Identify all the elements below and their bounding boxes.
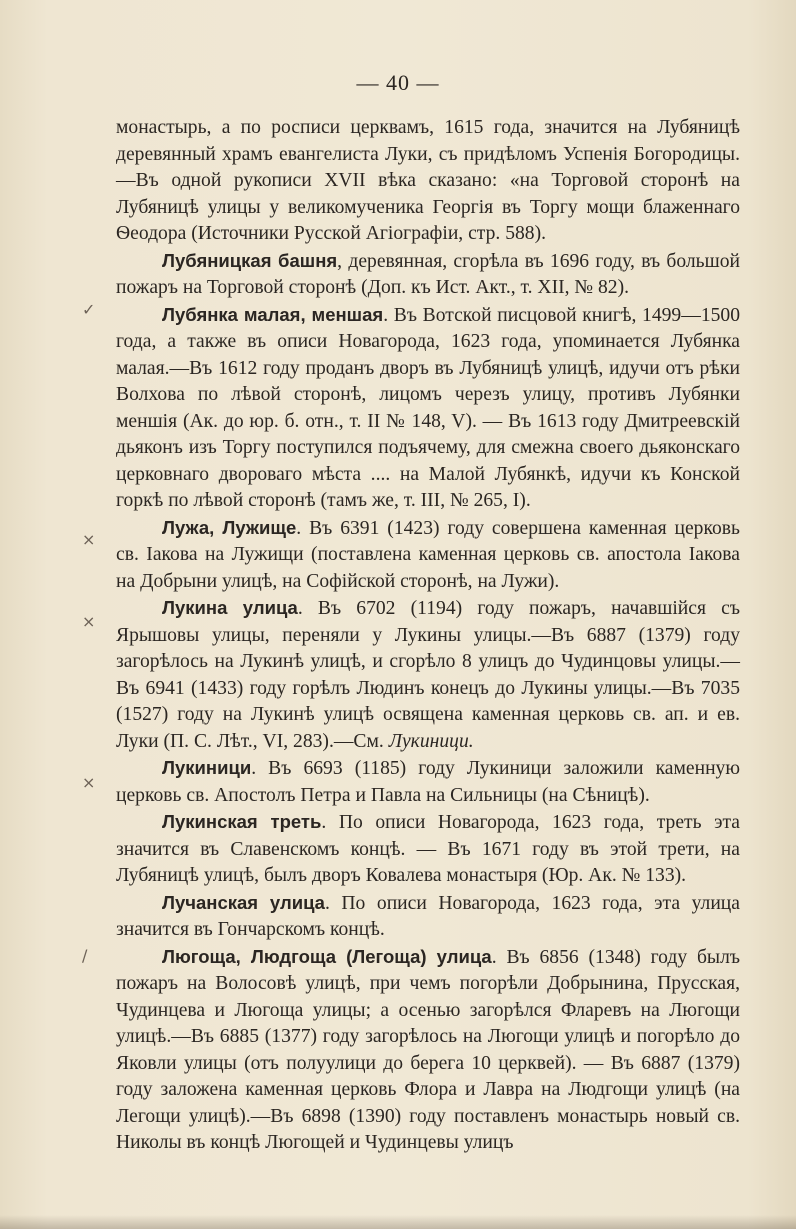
entry-text: . Въ 6856 (1348) году былъ пожаръ на Волосовѣ улицѣ, при чемъ погорѣли Добрынина, Прусская, Чудинцева и Люгоща улицы; а осенью загорѣлся Фларевъ на Люгощи улицѣ.—Въ 6885 (1377) году загорѣлось на Люгощи улицѣ и погорѣло до Яковли улицы (отъ полуулици до берега 10 церквей). — Въ 6887 (1379) году заложена каменная церковь Флора и Лавра на Людгощи улицѣ (на Легощи улицѣ).—Въ 6898 (1390) году поставленъ монастырь новый св. Николы въ концѣ Люгощей и Чудинцевы улицъ bbox=[116, 946, 740, 1153]
margin-mark: × bbox=[82, 773, 96, 792]
entry-heading: Лубянка малая, меншая bbox=[162, 303, 384, 325]
entry-text: . По описи Новагорода, 1623 года, эта улица значится въ Гончарскомъ концѣ. bbox=[116, 892, 740, 940]
paragraph bbox=[116, 890, 740, 944]
entry-text: . По описи Новагорода, 1623 года, треть эта значится въ Славенскомъ концѣ. — Въ 1671 году въ этой трети, на Лубяницѣ улицѣ, былъ дворъ Ковалева монастыря (Юр. Ак. № 133). bbox=[116, 812, 741, 886]
entry-heading: Лукинская треть bbox=[162, 811, 322, 832]
paragraph bbox=[116, 515, 740, 596]
entry-heading: Лукина улица bbox=[162, 597, 298, 618]
entry-text: . Въ 6693 (1185) году Лукиници заложили каменную церковь св. Апостолъ Петра и Павла на Сильницы (на Сѣницѣ). bbox=[116, 758, 740, 806]
entry-text: , деревянная, сгорѣла въ 1696 году, въ большой пожаръ на Торговой сторонѣ (Доп. къ Ист. Акт., т. XII, № 82). bbox=[116, 250, 740, 298]
paragraph bbox=[116, 114, 740, 248]
entry-text: монастырь, а по росписи церквамъ, 1615 года, значится на Лубяницѣ деревянный храмъ евангелиста Луки, съ придѣломъ Успенія Богородицы.—Въ одной рукописи XVII вѣка сказано: «на Торговой сторонѣ на Лубяницѣ улицы у великомученика Георгія въ Торгу мощи блаженнаго Ѳеодора (Источники Русской Агіографіи, стр. 588). bbox=[116, 117, 740, 244]
entry-text: . Въ 6391 (1423) году совершена каменная церковь св. Іакова на Лужищи (поставлена каменная церковь св. апостола Іакова на Добрыни улицѣ, на Софійской сторонѣ, на Лужи). bbox=[116, 517, 740, 592]
margin-mark: / bbox=[82, 946, 88, 965]
margin-mark: × bbox=[82, 530, 96, 549]
entry-heading: Лубяницкая башня bbox=[162, 249, 338, 271]
entry-text: . Въ Вотской писцовой книгѣ, 1499—1500 года, а также въ описи Новагорода, 1623 года, упоминается Лубянка малая.—Въ 1612 году проданъ дворъ въ Лубяницѣ улицѣ, идучи отъ рѣки Волхова по лѣвой сторонѣ, лицомъ черезъ улицу, противъ Лубянки меншія (Ак. до юр. б. отн., т. II № 148, V). — Въ 1613 году Дмитреевскій дьяконъ изъ Торгу поступился подъячему, для смежна своего дьяконскаго церковнаго двороваго мѣста .... на Малой Лубянкѣ, идучи къ Конской горкѣ по лѣвой сторонѣ (тамъ же, т. III, № 265, I). bbox=[116, 304, 741, 511]
margin-mark: × bbox=[82, 612, 96, 631]
paragraph bbox=[116, 595, 740, 755]
entry-text: . Въ 6702 (1194) году пожаръ, начавшійся съ Ярышовы улицы, переняли у Лукины улицы.—Въ 6887 (1379) году загорѣлось на Лукинѣ улицѣ, и сгорѣло 8 улицъ до Чудинцовы улицы.—Въ 6941 (1433) году горѣлъ Людинъ конецъ до Лукины улицы.—Въ 7035 (1527) году на Лукинѣ улицѣ освящена каменная церковь св. ап. и ев. Луки (П. С. Лѣт., VI, 283).—См. bbox=[116, 598, 741, 752]
entry-heading: Люгоща, Людгоща (Легоща) улица bbox=[162, 945, 492, 967]
paragraph bbox=[116, 809, 740, 890]
text-body bbox=[116, 114, 740, 1157]
cross-reference: Лукиници. bbox=[388, 730, 474, 752]
page-edge-shadow bbox=[0, 1215, 796, 1229]
entry-heading: Лучанская улица bbox=[162, 891, 325, 913]
entry-heading: Лужа, Лужище bbox=[162, 516, 297, 538]
margin-mark: ✓ bbox=[82, 300, 96, 319]
paragraph bbox=[116, 755, 740, 809]
entry-heading: Лукиници bbox=[162, 757, 252, 778]
paragraph bbox=[116, 248, 740, 302]
paragraph bbox=[116, 944, 740, 1157]
page-number: — 40 — bbox=[356, 70, 440, 95]
paragraph bbox=[116, 302, 740, 515]
